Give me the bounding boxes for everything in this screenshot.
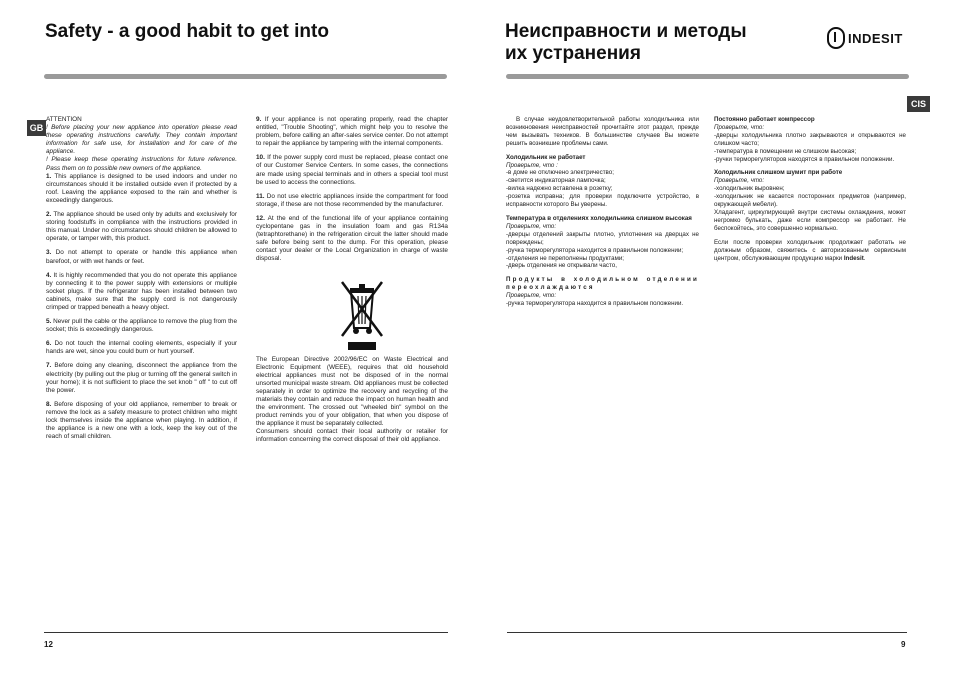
item-number: 5. [46,318,52,326]
final-text [714,239,906,263]
item-number: 2. [46,211,52,219]
numbered-item [256,215,448,264]
item-text: This appliance is designed to be used indoors and under no circumstances should it be installed outside even if protected by a roof. Leaving the appliance exposed to the rain and whether is exceedingly dangerous. [46,172,237,204]
section-compressor-check: Проверьте, что: [714,123,765,131]
check-line: -температура в помещении не слишком высокая; [714,147,857,155]
item-number: 9. [256,116,262,123]
numbered-item [46,173,237,205]
check-line: -холодильник выровнен; [714,185,785,193]
left-column-1 [46,116,237,447]
item-text: If your appliance is not operating properly, read the chapter entitled, "Trouble Shooting", which might help you to resolve the problem, before calling an after-sales service center. Do not attempt to repair the appliance by tampering with the internal components. [256,116,448,148]
right-column-1 [506,116,699,308]
numbered-item [46,340,237,356]
item-text: At the end of the functional life of your appliance containing cyclopentane gas in the insulation foam and gas R134a (tetraphtorethane) in the refrigeration circuit the latter should made safe before being sent to the dump. For this operation, please contact your dealer or the Local Organization in charge of waste disposal. [256,214,448,263]
weee-text: The European Directive 2002/96/EC on Waste Electrical and Electronic Equipment (WEEE), requires that old household electrical appliances must not be disposed of in the normal unsorted municipal waste stream. Old appliances must be collected separately in order to optimize the recovery and recycling of the materials they contain and reduce the impact on human health and the environment. The crossed out "wheeled bin" symbol on the product reminds you of your obligation, that when you dispose of the appliance it must be separately collected. [256,355,448,428]
check-line: -холодильник не касается посторонних предметов (например, окружающей мебели). [714,193,906,209]
item-text: Do not attempt to operate or handle this appliance when barefoot, or with wet hands or feet. [46,249,237,265]
section-not-working-check: Проверьте, что : [506,161,558,169]
item-number: 10. [256,154,265,162]
section-temp-high-check: Проверьте, что: [506,222,557,230]
check-line: -розетка исправна; для проверки подключите устройство, в исправности которого Вы уверены. [506,193,699,209]
numbered-item [46,318,237,334]
right-title-line-2: их устранения [505,43,641,64]
section-not-working-heading: Холодильник не работает [506,153,586,161]
item-text: Do not use electric appliances inside the compartment for food storage, if these are not those recommended by the manufacturer. [256,192,448,208]
left-footer-rule [44,632,448,633]
item-number: 3. [46,249,52,257]
item-number: 4. [46,271,52,279]
check-line: -дверцы холодильника плотно закрываются и открываются не слишком часто; [714,131,906,147]
item-text: Before disposing of your old appliance, remember to break or remove the lock as a safety measure to protect children who might lock themselves inside the appliance when playing. In addition, if the appliance is a new one with a lock, keep the key out of the reach of small children. [46,400,237,441]
indesit-logo [827,27,903,49]
numbered-item [46,272,237,312]
numbered-item [256,116,448,148]
section-overcool-check: Проверьте, что: [506,292,557,300]
section-compressor-heading: Постоянно работает компрессор [714,116,815,123]
weee-text-2: Consumers should contact their local authority or retailer for information concerning the correct disposal of their old appliance. [256,428,448,444]
check-line: -ручка терморегулятора находится в правильном положении. [506,300,684,308]
item-text: Do not touch the internal cooling elements, especially if your hands are wet, since you could burn or hurt yourself. [46,340,237,356]
right-header-rule [506,74,909,79]
check-line: -отделения не переполнены продуктами; [506,254,625,262]
numbered-item [46,249,237,265]
numbered-item [46,401,237,441]
left-header-rule [44,74,447,79]
item-text: If the power supply cord must be replaced, please contact one of our Customer Service Centers. In some cases, the connections are made using special terminals and in others a special tool must be used to access the connections. [256,154,448,186]
check-line: Хладагент, циркулирующий внутри системы охлаждения, может негромко булькать, даже если компрессор не работает. Не беспокойтесь, это совершенно нормально. [714,208,906,232]
numbered-item [256,154,448,186]
check-line: -вилка надежно вставлена в розетку; [506,185,613,193]
final-text-body: Если после проверки холодильник продолжает работать не должным образом, свяжитесь с авторизованным сервисным центром, обслуживающим продукцию марки [714,238,906,262]
lang-tab-gb: GB [27,120,46,136]
check-line: -в доме не отключено электричество; [506,169,614,177]
left-page-number: 12 [44,640,53,649]
numbered-item [46,211,237,243]
item-number: 6. [46,340,52,348]
numbered-item [46,362,237,394]
attention-heading: ATTENTION [46,116,82,123]
indesit-logo-icon [827,27,845,49]
item-number: 12. [256,214,265,222]
item-text: It is highly recommended that you do not operate this appliance by connecting it to the power supply with extensions or multiple socket plugs. If the refrigerator has been installed between two cabinets, make sure that the supply cord is not dangerously crimped or trapped beneath a heavy object. [46,271,237,311]
crossed-bin-icon [338,278,386,350]
intro-text: В случае неудовлетворительной работы холодильника или возникновения неисправностей прочитайте этот раздел, прежде чем вызывать техников. В большинстве случаев Вы можете решить возникшие проблемы сами. [506,116,699,147]
item-number: 1. [46,172,52,180]
item-number: 11. [256,192,265,200]
section-temp-high-heading: Температура в отделениях холодильника слишком высокая [506,214,692,222]
item-number: 8. [46,400,52,408]
right-column-2 [714,116,906,262]
check-line: -дверцы отделений закрыты плотно, уплотнения на дверцах не повреждены; [506,230,699,246]
brand-name: INDESIT [848,30,903,46]
section-overcool-heading: Продукты в холодильном отделении переохлаждаются [506,276,699,292]
item-text: Before doing any cleaning, disconnect the appliance from the electricity (by pulling out the plug or turning off the general switch in your home); it is not sufficient to place the set knob " off " to cut off the power. [46,362,237,394]
attention-text-1: ! Before placing your new appliance into operation please read these operating instructions carefully. They contain important information for safe use, for installation and for care of the appliance. [46,124,237,156]
left-column-2 [256,116,448,445]
numbered-item [256,193,448,209]
check-line: -светится индикаторная лампочка; [506,177,606,185]
check-line: -дверь отделения не открывали часто, [506,262,617,270]
item-number: 7. [46,362,52,370]
right-page-number: 9 [901,640,906,649]
lang-tab-cis: CIS [907,96,930,112]
section-noise-check: Проверьте, что: [714,177,765,185]
item-text: Never pull the cable or the appliance to remove the plug from the socket; this is exceedingly dangerous. [46,318,237,334]
item-text: The appliance should be used only by adults and exclusively for storing foodstuffs in compliance with the instructions provided in this manual. Under no circumstances should children be allowed to operate, or tamper with, this product. [46,211,237,243]
right-page-title [505,21,747,65]
section-noise-heading: Холодильник слишком шумит при работе [714,169,843,177]
check-line: -ручки терморегуляторов находятся в правильном положении. [714,155,895,163]
final-text-brand: Indesit [843,254,864,262]
check-line: -ручка терморегулятора находится в правильном положении; [506,246,684,254]
attention-text-2: ! Please keep these operating instructions for future reference. Pass them on to possible new owners of the appliance. [46,156,237,172]
right-footer-rule [507,632,907,633]
final-text-dot: . [863,254,866,262]
right-title-line-1: Неисправности и методы [505,21,747,42]
left-page-title: Safety - a good habit to get into [45,21,329,42]
